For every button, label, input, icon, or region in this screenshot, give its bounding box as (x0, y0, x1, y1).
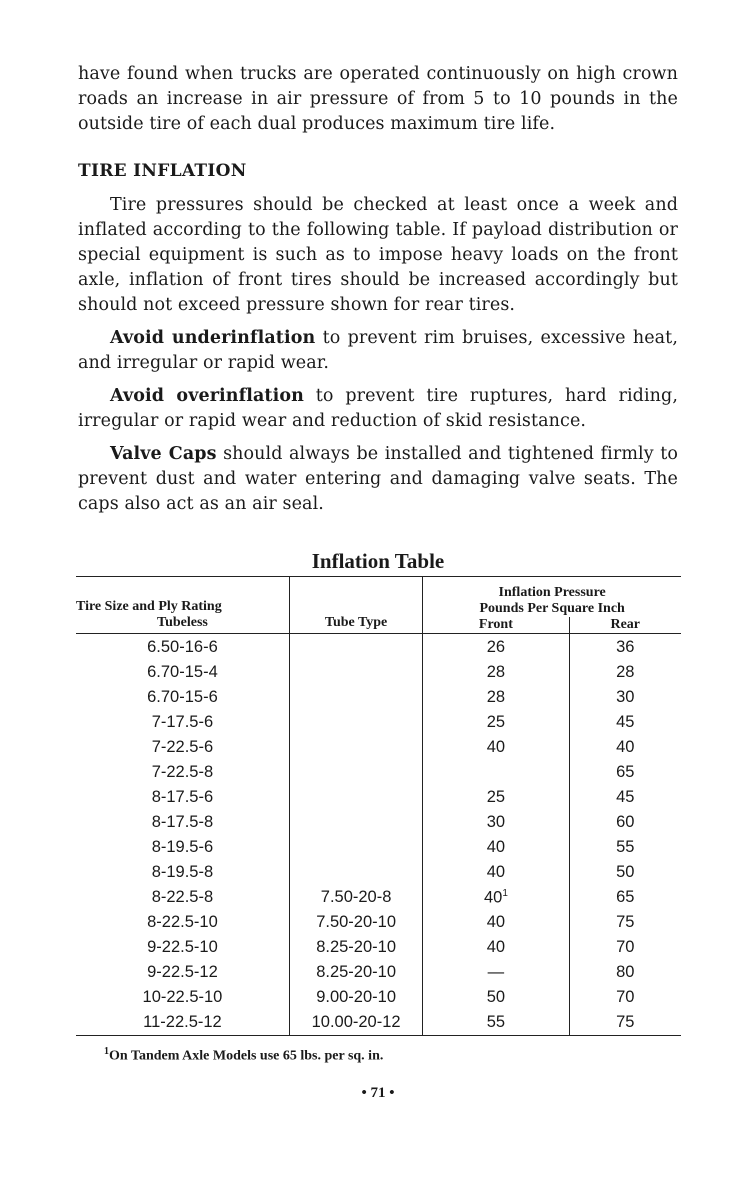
cell-tube-type (289, 885, 422, 910)
cell-front-pressure-value: 40 (486, 738, 506, 756)
cell-rear-pressure (569, 1010, 681, 1036)
cell-rear-pressure-value: 45 (616, 713, 635, 731)
cell-front-pressure-value: — (487, 963, 505, 981)
cell-rear-pressure-value: 80 (616, 963, 635, 981)
cell-front-pressure-value: 28 (486, 663, 506, 681)
cell-rear-pressure (569, 710, 681, 735)
cell-rear-pressure-value: 65 (616, 763, 635, 781)
table-row (76, 860, 681, 885)
header-tire-size (76, 577, 289, 634)
valve-caps-lead: Valve Caps (110, 444, 217, 464)
cell-tire-size-value: 7-17.5-6 (151, 713, 214, 731)
cell-tire-size (76, 660, 289, 685)
cell-front-pressure (423, 735, 569, 760)
cell-tube-type (289, 910, 422, 935)
table-row (76, 935, 681, 960)
cell-rear-pressure (569, 810, 681, 835)
table-row (76, 735, 681, 760)
table-body (76, 634, 681, 1036)
paragraph-tire-pressures: Tire pressures should be checked at least once a week and inflated according to the following table. If payload distribution or special equipment is such as to impose heavy loads on the front axle, inflation of front tires should be increased accordingly but should not exceed pressure shown for rear tires. (78, 195, 678, 315)
cell-rear-pressure (569, 935, 681, 960)
cell-rear-pressure-value: 40 (616, 738, 635, 756)
cell-tire-size-value: 7-22.5-8 (151, 763, 214, 781)
table-row (76, 685, 681, 710)
header-inflation-line1: Inflation Pressure (498, 585, 606, 600)
cell-rear-pressure (569, 960, 681, 985)
cell-rear-pressure-value: 65 (616, 888, 635, 906)
cell-tire-size (76, 710, 289, 735)
cell-rear-pressure (569, 760, 681, 785)
intro-paragraph: have found when trucks are operated continuously on high crown roads an increase in air pressure of from 5 to 10 pounds in the outside tire of each dual produces maximum tire life. (78, 64, 678, 134)
table-row (76, 835, 681, 860)
cell-front-pressure (423, 935, 569, 960)
paragraph-underinflation (78, 326, 678, 376)
table-title: Inflation Table (311, 549, 445, 573)
cell-front-pressure-value: 25 (486, 788, 506, 806)
cell-tire-size-value: 8-17.5-6 (151, 788, 214, 806)
cell-tube-type-value: 8.25-20-10 (316, 938, 396, 956)
cell-front-pressure-value: 40 (486, 838, 506, 856)
cell-tire-size-value: 8-22.5-8 (151, 888, 214, 906)
cell-tire-size (76, 835, 289, 860)
cell-front-pressure-value: 50 (486, 988, 506, 1006)
cell-front-pressure (423, 835, 569, 860)
cell-rear-pressure-value: 50 (616, 863, 635, 881)
overinflation-lead: Avoid overinflation (110, 386, 304, 406)
cell-front-pressure (423, 810, 569, 835)
cell-tire-size-value: 11-22.5-12 (143, 1013, 222, 1031)
cell-rear-pressure-value: 36 (616, 638, 635, 656)
cell-tube-type (289, 985, 422, 1010)
cell-front-pressure (423, 785, 569, 810)
cell-tire-size (76, 760, 289, 785)
cell-tube-type (289, 935, 422, 960)
cell-tire-size (76, 785, 289, 810)
cell-tire-size (76, 860, 289, 885)
cell-tube-type (289, 685, 422, 710)
cell-tire-size-value: 8-19.5-6 (151, 838, 214, 856)
cell-rear-pressure-value: 70 (616, 988, 635, 1006)
cell-rear-pressure-value: 75 (616, 1013, 635, 1031)
header-tubeless: Tubeless (157, 615, 208, 630)
header-inflation-line2: Pounds Per Square Inch (479, 601, 625, 616)
cell-tire-size (76, 735, 289, 760)
cell-tire-size (76, 810, 289, 835)
cell-tire-size-value: 6.70-15-4 (147, 663, 218, 681)
cell-tire-size-value: 7-22.5-6 (151, 738, 214, 756)
cell-tube-type (289, 710, 422, 735)
cell-front-pressure (423, 985, 569, 1010)
inflation-table (76, 576, 681, 1036)
cell-front-pressure-value: 40 (486, 863, 506, 881)
table-row (76, 660, 681, 685)
cell-front-pressure-value: 26 (486, 638, 506, 656)
table-row (76, 910, 681, 935)
page-number: • 71 • (361, 1084, 395, 1101)
cell-front-pressure-value: 40 (483, 888, 503, 907)
cell-tube-type-value: 9.00-20-10 (316, 988, 396, 1006)
cell-rear-pressure (569, 835, 681, 860)
cell-front-pressure-value: 55 (486, 1013, 506, 1031)
cell-front-pressure-value: 28 (486, 688, 506, 706)
cell-tire-size-value: 8-19.5-8 (151, 863, 214, 881)
cell-rear-pressure-value: 30 (616, 688, 635, 706)
underinflation-text: to prevent rim bruises, excessive heat, and irregular or rapid wear. (78, 328, 678, 373)
cell-tire-size (76, 634, 289, 661)
cell-tube-type-value: 7.50-20-10 (316, 913, 396, 931)
section-heading: TIRE INFLATION (78, 161, 247, 181)
cell-tire-size (76, 1010, 289, 1036)
cell-tube-type (289, 785, 422, 810)
cell-tire-size (76, 685, 289, 710)
cell-rear-pressure (569, 885, 681, 910)
cell-tube-type-value: 7.50-20-8 (320, 888, 392, 906)
cell-tube-type-value: 10.00-20-12 (311, 1013, 401, 1031)
table-row (76, 760, 681, 785)
cell-rear-pressure-value: 55 (616, 838, 635, 856)
header-inflation-pressure (423, 577, 681, 618)
cell-tube-type-value: 8.25-20-10 (316, 963, 396, 981)
cell-tire-size-value: 8-22.5-10 (147, 913, 218, 931)
paragraph-valve-caps (78, 442, 678, 517)
cell-rear-pressure (569, 785, 681, 810)
cell-rear-pressure-value: 60 (616, 813, 635, 831)
cell-rear-pressure-value: 28 (616, 663, 635, 681)
cell-tube-type (289, 860, 422, 885)
cell-front-pressure (423, 960, 569, 985)
paragraph-overinflation (78, 384, 678, 434)
cell-tire-size (76, 910, 289, 935)
cell-tube-type (289, 735, 422, 760)
cell-rear-pressure (569, 910, 681, 935)
cell-front-pressure (423, 885, 569, 910)
header-rear: Rear (569, 617, 681, 634)
cell-front-pressure-value: 40 (486, 938, 506, 956)
cell-rear-pressure (569, 735, 681, 760)
table-row (76, 960, 681, 985)
cell-front-pressure (423, 660, 569, 685)
cell-front-pressure (423, 685, 569, 710)
cell-rear-pressure (569, 985, 681, 1010)
footnote (104, 1046, 678, 1065)
cell-tube-type (289, 760, 422, 785)
table-row (76, 985, 681, 1010)
header-tire-size-line1: Tire Size and Ply Rating (76, 599, 222, 614)
table-row (76, 634, 681, 661)
cell-tire-size (76, 935, 289, 960)
cell-front-pressure-value: 25 (486, 713, 506, 731)
cell-tube-type (289, 960, 422, 985)
footnote-mark: 1 (104, 1046, 109, 1057)
cell-front-pressure-value: 30 (486, 813, 506, 831)
cell-tire-size (76, 885, 289, 910)
footnote-text: On Tandem Axle Models use 65 lbs. per sq. in. (109, 1048, 384, 1064)
header-tube-type: Tube Type (289, 577, 422, 634)
cell-rear-pressure (569, 685, 681, 710)
overinflation-text: to prevent tire ruptures, hard riding, irregular or rapid wear and reduction of skid resistance. (78, 386, 678, 431)
header-front: Front (423, 617, 569, 634)
table-row (76, 885, 681, 910)
cell-tire-size-value: 6.50-16-6 (147, 638, 218, 656)
cell-tube-type (289, 660, 422, 685)
valve-caps-text: should always be installed and tightened firmly to prevent dust and water entering and damaging valve seats. The caps also act as an air seal. (78, 444, 678, 514)
cell-tire-size-value: 6.70-15-6 (147, 688, 218, 706)
cell-tube-type (289, 634, 422, 661)
cell-front-pressure (423, 760, 569, 785)
cell-front-pressure (423, 910, 569, 935)
cell-tire-size-value: 9-22.5-12 (147, 963, 218, 981)
cell-tire-size (76, 960, 289, 985)
table-row (76, 810, 681, 835)
table-row (76, 710, 681, 735)
cell-tube-type (289, 835, 422, 860)
manual-page (78, 62, 678, 1102)
cell-tire-size-value: 10-22.5-10 (142, 988, 223, 1006)
cell-rear-pressure-value: 45 (616, 788, 635, 806)
cell-front-pressure-value: 40 (486, 913, 506, 931)
cell-tube-type (289, 810, 422, 835)
cell-tube-type (289, 1010, 422, 1036)
cell-rear-pressure (569, 660, 681, 685)
cell-front-pressure (423, 634, 569, 661)
cell-rear-pressure (569, 860, 681, 885)
cell-rear-pressure-value: 70 (616, 938, 635, 956)
table-row (76, 1010, 681, 1036)
cell-rear-pressure (569, 634, 681, 661)
table-row (76, 785, 681, 810)
cell-front-pressure (423, 710, 569, 735)
cell-tire-size-value: 8-17.5-8 (151, 813, 214, 831)
footnote-reference: 1 (502, 887, 508, 899)
cell-tire-size-value: 9-22.5-10 (147, 938, 218, 956)
underinflation-lead: Avoid underinflation (110, 328, 316, 348)
cell-tire-size (76, 985, 289, 1010)
cell-front-pressure (423, 860, 569, 885)
cell-front-pressure (423, 1010, 569, 1036)
cell-rear-pressure-value: 75 (616, 913, 635, 931)
